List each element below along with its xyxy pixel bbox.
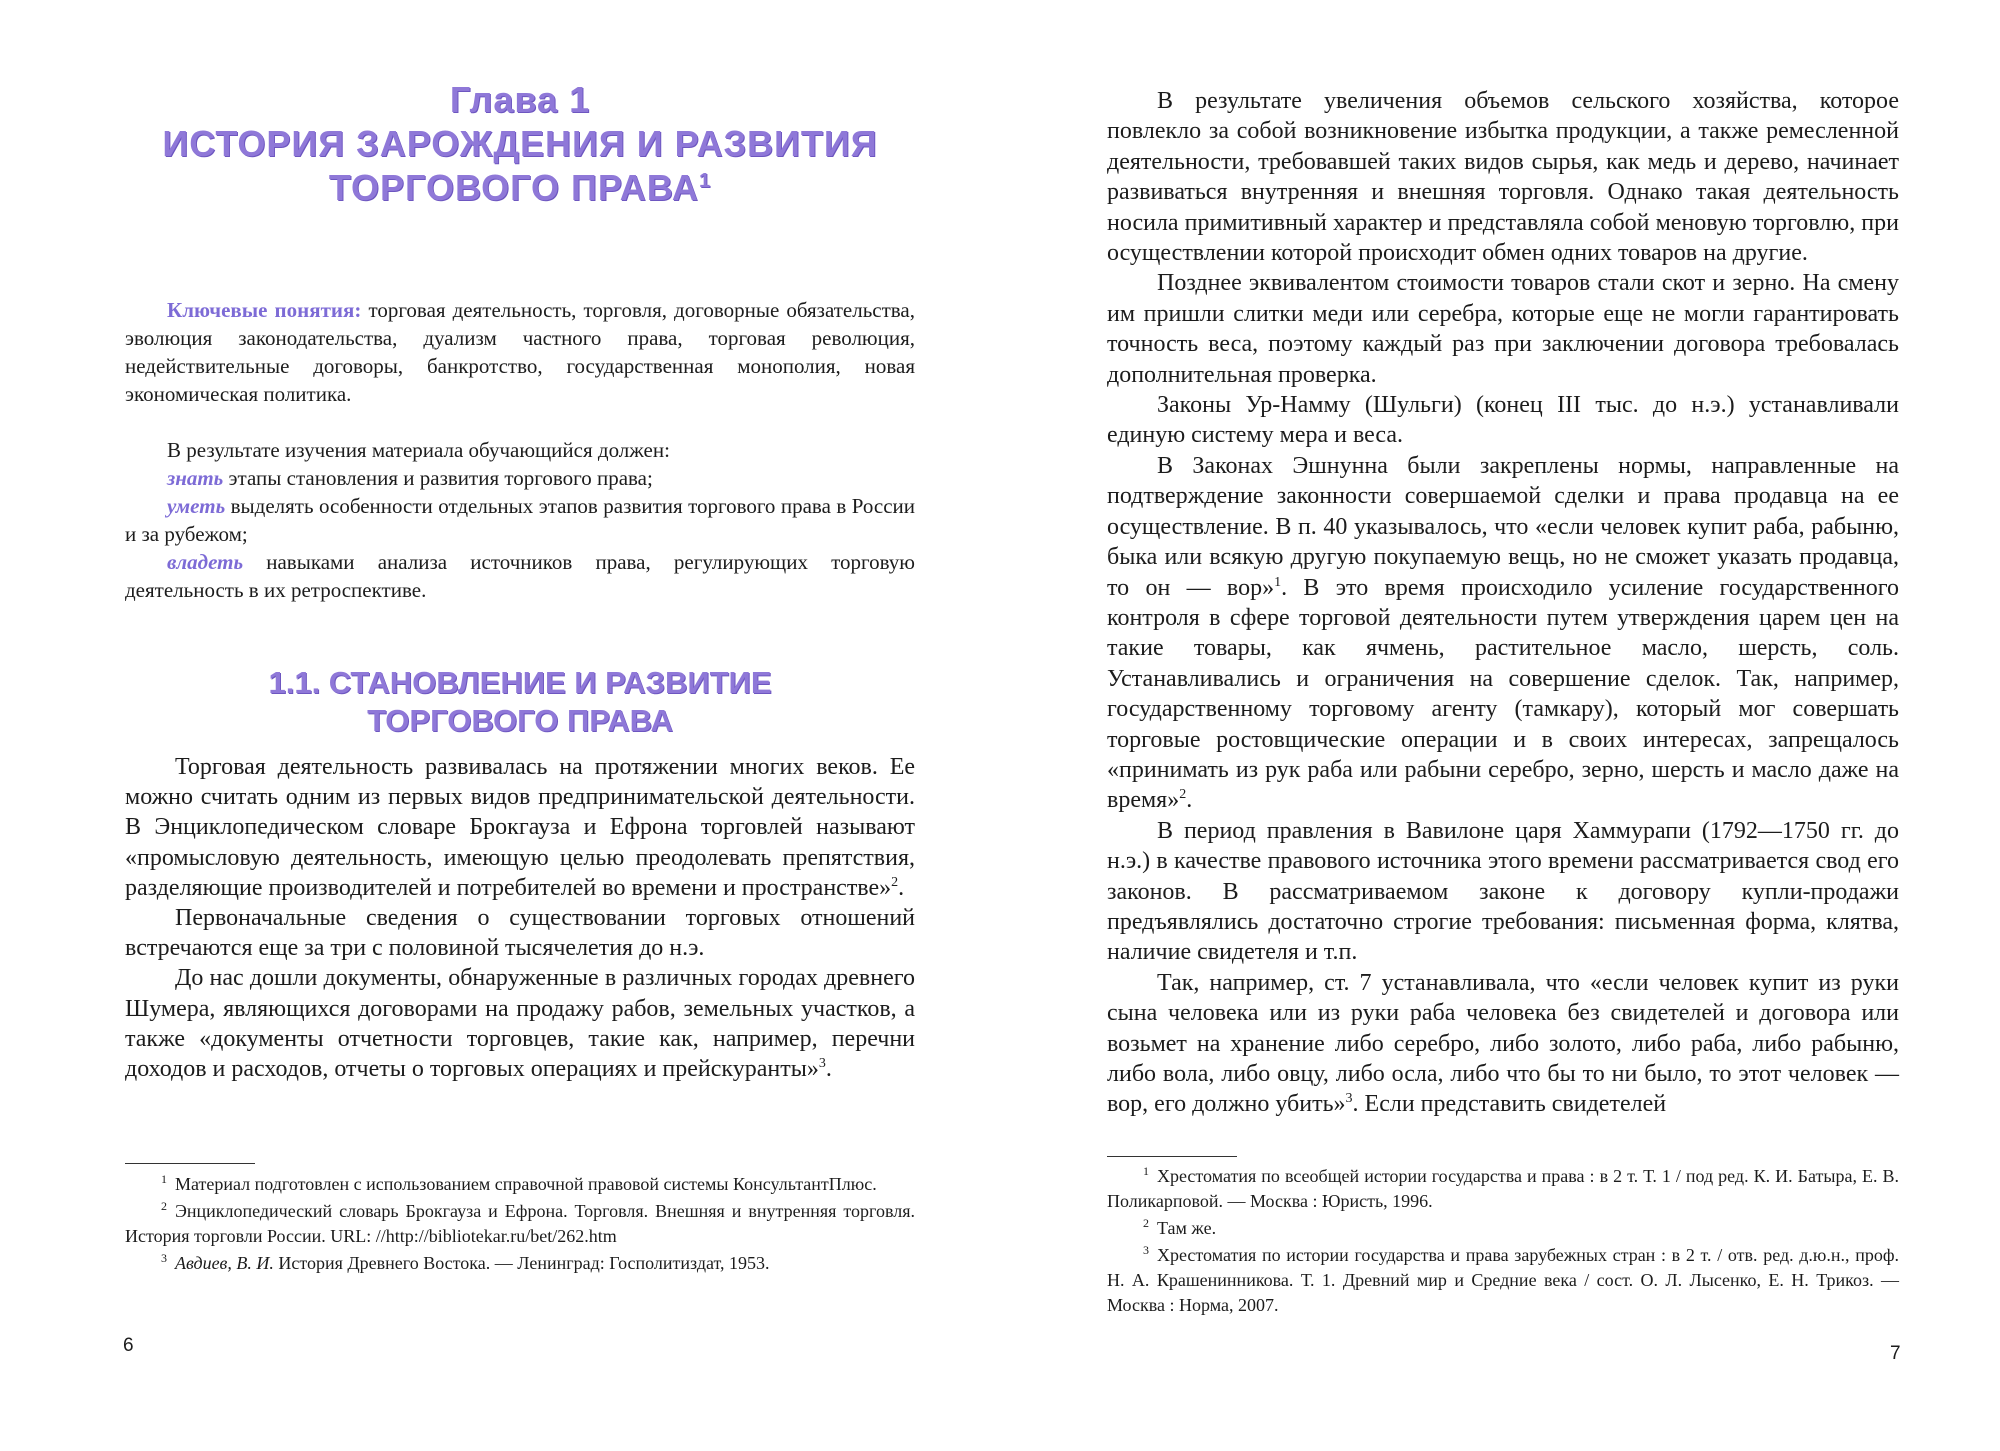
objective-item: владеть навыками анализа источников права, регулирующих торговую деятельность в их ретроспективе. — [125, 550, 915, 602]
objective-item: знать этапы становления и развития торгового права; — [167, 466, 653, 490]
paragraph: Позднее эквивалентом стоимости товаров стали скот и зерно. На смену им пришли слитки меди или серебра, которые еще не могли гарантировать точность веса, поэтому каждый раз при заключении договора требовалась дополнительная проверка. — [1107, 270, 1899, 388]
paragraph: Так, например, ст. 7 устанавливала, что «если человек купит из руки сына человека или из руки раба человека без свидетелей и договора или возьмет на хранение либо серебро, либо золото, либо раба, либо рабыню, либо вола, либо овцу, либо осла, либо что бы то ни было, то этот человек — вор, его должно убить»$^3$. Если представить свидетелей — [1107, 969, 1899, 1118]
page-number-right: 7 — [1890, 1343, 1901, 1364]
objective-item: уметь выделять особенности отдельных этапов развития торгового права в России и за рубежом; — [125, 494, 915, 546]
chapter-footnote-mark: 1 — [698, 170, 712, 192]
footnote: $^2$ Энциклопедический словарь Брокгауза и Ефрона. Торговля. Внешняя и внутренняя торговля. История торговли России. URL: //http://bibliotekar.ru/bet/262.htm — [125, 1199, 915, 1246]
footnote-ref: 2 — [1179, 787, 1187, 803]
paragraph: Торговая деятельность развивалась на протяжении многих веков. Ее можно считать одним из первых видов предпринимательской деятельности. В Энциклопедическом словаре Брокгауза и Ефрона торговлей называют «промысловую деятельность, имеющую целью преодолевать препятствия, разделяющие производителей и потребителей во времени и пространстве»$^2$. — [125, 754, 915, 901]
chapter-title-line-1: ИСТОРИЯ ЗАРОЖДЕНИЯ И РАЗВИТИЯ — [162, 123, 878, 164]
objectives-intro: В результате изучения материала обучающийся должен: — [167, 438, 670, 462]
right-footnotes — [1107, 1164, 1899, 1320]
footnote-ref: 1 — [1274, 574, 1282, 590]
key-concepts-label: Ключевые понятия: — [167, 298, 362, 322]
footnote: $^1$ Хрестоматия по всеобщей истории государства и права : в 2 т. Т. 1 / под ред. К. И. Батыра, Е. В. Поликарповой. — Москва : Юристь, 1996. — [1107, 1164, 1899, 1211]
paragraph: До нас дошли документы, обнаруженные в различных городах древнего Шумера, являющихся договорами на продажу рабов, земельных участков, а также «документы отчетности торговцев, такие как, например, перечни доходов и расходов, отчеты о торговых операциях и прейскуранты»$^3$. — [125, 965, 915, 1083]
paragraph: Законы Ур-Намму (Шульги) (конец III тыс. до н.э.) устанавливали единую систему мера и веса. — [1107, 392, 1899, 449]
footnote-ref: 2 — [891, 874, 899, 890]
objective-verb: знать — [167, 466, 224, 490]
left-body-text — [125, 752, 915, 1084]
footnote-divider — [125, 1163, 255, 1164]
footnote: $^1$ Материал подготовлен с использованием справочной правовой системы КонсультантПлюс. — [161, 1172, 877, 1194]
footnote-author: Авдиев, В. И. — [175, 1253, 274, 1273]
chapter-title — [120, 78, 920, 210]
footnote-ref: 3 — [818, 1056, 826, 1072]
left-footnotes — [125, 1172, 915, 1278]
section-title — [120, 664, 920, 740]
section-title-line-1: 1.1. СТАНОВЛЕНИЕ И РАЗВИТИЕ — [268, 665, 772, 700]
objective-verb: владеть — [167, 550, 244, 574]
paragraph: В Законах Эшнунна были закреплены нормы, направленные на подтверждение законности совершаемой сделки и права продавца на ее осуществление. В п. 40 указывалось, что «если человек купит раба, рабыню, быка или всякую другую покупаемую вещь, но не сможет указать продавца, то он — вор»$^1$. В это время происходило усиление государственного контроля в сфере торговой деятельности путем утверждения царем цен на такие товары, как ячмень, растительное масло, шерсть, соль. Устанавливались и ограничения на совершение сделок. Так, например, государственному торговому агенту (тамкару), который мог совершать торговые ростовщические операции и в своих интересах, запрещалось «принимать из рук раба или рабыни серебро, зерно, шерсть и масло даже на время»$^2$. — [1107, 452, 1899, 814]
section-title-line-2: ТОРГОВОГО ПРАВА — [367, 703, 673, 738]
footnote: $^2$ Там же. — [1143, 1216, 1217, 1238]
paragraph: В результате увеличения объемов сельского хозяйства, которое повлекло за собой возникновение избытка продукции, а также ремесленной деятельности, требовавшей таких видов сырья, как медь и дерево, начинает развиваться внутренняя и внешняя торговля. Однако такая деятельность носила примитивный характер и представляла собой меновую торговлю, при осуществлении которой происходит обмен одних товаров на другие. — [1107, 88, 1899, 267]
key-concepts-text: торговая деятельность, торговля, договорные обязательства, эволюция законодательства, дуализм частного права, торговая революция, недействительные договоры, банкротство, государственная монополия, новая экономическая политика. — [125, 298, 915, 406]
objective-verb: уметь — [167, 494, 226, 518]
footnote-divider — [1107, 1156, 1237, 1157]
paragraph: В период правления в Вавилоне царя Хаммурапи (1792—1750 гг. до н.э.) в качестве правового источника этого времени рассматривается свод его законов. В рассматриваемом законе к договору купли-продажи предъявлялись достаточно строгие требования: письменная форма, клятва, наличие свидетеля и т.п. — [1107, 817, 1899, 966]
chapter-title-line-2: ТОРГОВОГО ПРАВА$^1$ — [328, 167, 712, 208]
learning-objectives — [125, 436, 915, 604]
footnote-ref: 3 — [1345, 1091, 1353, 1107]
page-number-left: 6 — [123, 1335, 134, 1356]
chapter-number: Глава 1 — [449, 79, 591, 120]
right-body-text — [1107, 86, 1899, 1120]
footnote: $^3$ Авдиев, В. И. История Древнего Востока. — Ленинград: Госполитиздат, 1953. — [161, 1251, 770, 1273]
key-concepts — [125, 296, 915, 408]
footnote: $^3$ Хрестоматия по истории государства и права зарубежных стран : в 2 т. / отв. ред. д.ю.н., проф. Н. А. Крашенинникова. Т. 1. Древний мир и Средние века / сост. О. Л. Лысенко, Е. Н. Трикоз. — Москва : Норма, 2007. — [1107, 1243, 1899, 1315]
paragraph: Первоначальные сведения о существовании торговых отношений встречаются еще за три с половиной тысячелетия до н.э. — [125, 905, 915, 962]
